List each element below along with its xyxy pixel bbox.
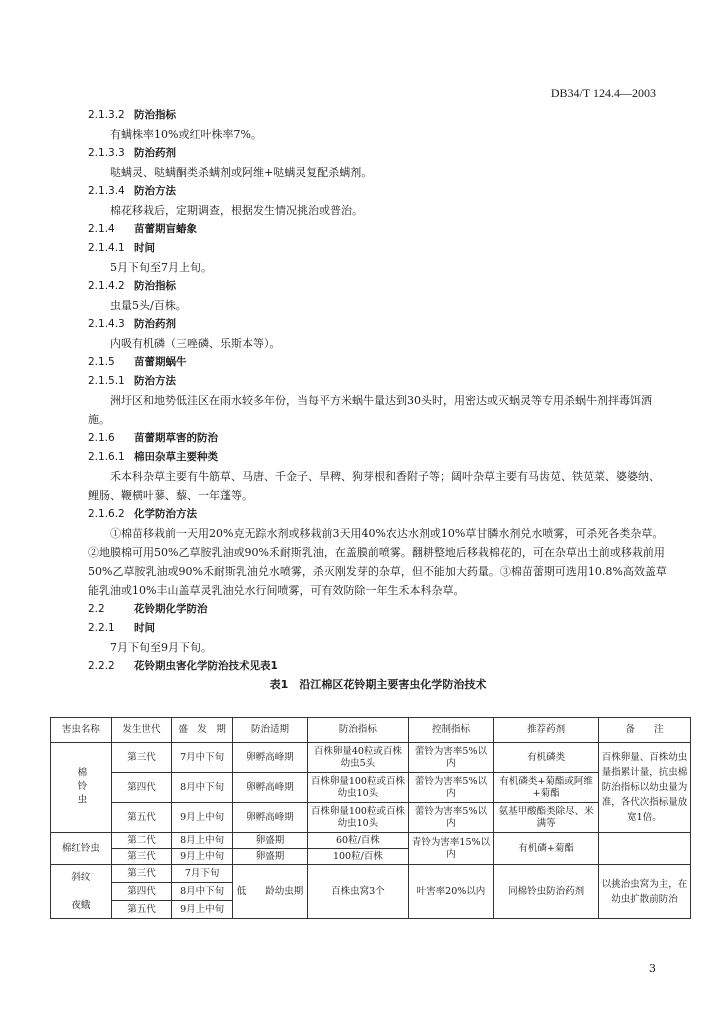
table-row (51, 833, 691, 849)
cell-control: 蕾铃为害率5%以内 (408, 803, 494, 833)
section-number: 2.1.3.3 (88, 147, 125, 159)
body-paragraph: 洲圩区和地势低洼区在雨水较多年份，当每平方米蜗牛量达到30头时，用密达或灭蜗灵等专用杀蜗牛剂拌毒饵洒施。 (88, 394, 652, 426)
cell-peak: 7月中下旬 (172, 743, 233, 773)
section-title: 防治方法 (134, 185, 176, 197)
cell-gen: 第四代 (111, 883, 172, 901)
body-text: 5月下旬至7月上旬。 (110, 261, 212, 274)
section-title: 花铃期化学防治 (134, 603, 208, 615)
section-number: 2.1.6.1 (88, 451, 125, 463)
section-title: 时间 (134, 242, 155, 254)
table-caption: 表1 沿江棉区花铃期主要害虫化学防治技术 (269, 678, 487, 691)
cell-agent: 有机磷类+菊酯或阿维+菊酯 (494, 773, 599, 803)
section-number: 2.1.4.1 (88, 242, 125, 254)
cell-period: 卵孵高峰期 (232, 803, 307, 833)
th-agent: 推荐药剂 (494, 718, 599, 743)
cell-period: 卵盛期 (232, 849, 307, 865)
th-control: 控制指标 (408, 718, 494, 743)
th-generation: 发生世代 (111, 718, 172, 743)
section-heading (88, 619, 668, 638)
cell-agent: 氨基甲酸酯类除尽、米满等 (494, 803, 599, 833)
cell-peak: 8月中下旬 (172, 773, 233, 803)
section-number: 2.2.1 (88, 622, 115, 634)
section-number: 2.2.2 (88, 660, 115, 672)
cell-control: 蕾铃为害率5%以内 (408, 743, 494, 773)
section-title: 苗蕾期蜗牛 (134, 356, 187, 368)
section-heading (88, 182, 668, 201)
th-note: 备 注 (598, 718, 690, 743)
cell-gen: 第三代 (111, 865, 172, 883)
body-text: 虫量5头/百株。 (110, 299, 187, 312)
section-number: 2.1.6 (88, 432, 115, 444)
section-heading (88, 372, 668, 391)
cell-note-armyworm: 以挑治虫窝为主，在幼虫扩散前防治 (598, 865, 690, 919)
section-title: 苗蕾期草害的防治 (134, 432, 218, 444)
cell-note-pinkworm (598, 833, 690, 865)
standard-code: DB34/T 124.4—2003 (550, 86, 656, 100)
cell-peak: 9月上中旬 (172, 849, 233, 865)
section-list (88, 106, 668, 676)
cell-gen: 第二代 (111, 833, 172, 849)
section-number: 2.1.5.1 (88, 375, 125, 387)
table-row (51, 743, 691, 773)
pest-name-armyworm (51, 865, 112, 919)
section-heading (88, 239, 668, 258)
section-heading (88, 429, 668, 448)
section-number: 2.1.4 (88, 223, 115, 235)
cell-index: 百株卵量40粒或百株幼虫5头 (308, 743, 408, 773)
section-title: 时间 (134, 622, 155, 634)
section-title: 苗蕾期盲蝽象 (134, 223, 197, 235)
cell-period: 卵孵高峰期 (232, 743, 307, 773)
section-heading (88, 448, 668, 467)
section-number: 2.1.3.2 (88, 109, 125, 121)
section-title: 花铃期虫害化学防治技术见表1 (134, 660, 278, 672)
cell-control-armyworm: 叶害率20%以内 (408, 865, 494, 919)
table-row (51, 803, 691, 833)
th-pest: 害虫名称 (51, 718, 112, 743)
section-title: 防治指标 (134, 280, 176, 292)
cell-index: 百株卵量100粒或百株幼虫10头 (308, 773, 408, 803)
table-row (51, 773, 691, 803)
cell-note-bollworm: 百株卵量、百株幼虫量指累计量，抗虫棉防治指标以幼虫量为准，各代次指标量放宽1倍。 (598, 743, 690, 833)
cell-agent-pinkworm: 有机磷+菊酯 (494, 833, 599, 865)
cell-index: 60粒/百株 (308, 833, 408, 849)
section-heading (88, 505, 668, 524)
cell-index: 100粒/百株 (308, 849, 408, 865)
cell-peak: 8月上中旬 (172, 833, 233, 849)
cell-peak: 9月上中旬 (172, 901, 233, 919)
document-body (88, 106, 668, 694)
cell-agent: 有机磷类 (494, 743, 599, 773)
cell-gen: 第五代 (111, 901, 172, 919)
pest-name-pinkworm: 棉红铃虫 (51, 833, 112, 865)
body-text: 内吸有机磷（三唑磷、乐斯本等）。 (110, 337, 281, 350)
table-header-row (51, 718, 691, 743)
section-heading (88, 106, 668, 125)
cell-peak: 8月中下旬 (172, 883, 233, 901)
body-text: 有螨株率10%或红叶株率7%。 (110, 128, 262, 141)
cell-agent-armyworm: 同棉铃虫防治药剂 (494, 865, 599, 919)
pest-name-armyworm-bottom: 夜蛾 (71, 899, 91, 911)
body-paragraph: 禾本科杂草主要有牛筋草、马唐、千金子、旱稗、狗芽根和香附子等；阔叶杂草主要有马齿苋、铁苋菜、婆婆纳、鲤肠、鞭横叶蓼、藜、一年蓬等。 (88, 470, 660, 502)
th-period: 防治适期 (232, 718, 307, 743)
section-number: 2.1.3.4 (88, 185, 125, 197)
page-number: 3 (649, 962, 656, 975)
body-text: 7月下旬至9月下旬。 (110, 641, 212, 654)
section-number: 2.1.4.2 (88, 280, 125, 292)
cell-period: 卵孵高峰期 (232, 773, 307, 803)
section-heading (88, 277, 668, 296)
cell-index-armyworm: 百株虫窝3个 (308, 865, 408, 919)
section-number: 2.1.5 (88, 356, 115, 368)
section-title: 棉田杂草主要种类 (134, 451, 218, 463)
th-peak: 盛 发 期 (172, 718, 233, 743)
section-title: 防治指标 (134, 109, 176, 121)
section-number: 2.1.6.2 (88, 508, 125, 520)
body-text: 棉花移栽后，定期调查，根据发生情况挑治或普治。 (110, 204, 363, 217)
pest-name-bollworm: 棉铃虫 (51, 743, 112, 833)
section-heading (88, 353, 668, 372)
section-heading (88, 220, 668, 239)
cell-gen: 第四代 (111, 773, 172, 803)
section-heading (88, 600, 668, 619)
cell-gen: 第五代 (111, 803, 172, 833)
section-heading (88, 144, 668, 163)
table-row (51, 865, 691, 883)
section-heading (88, 657, 668, 676)
pest-name-armyworm-top: 斜纹 (71, 871, 91, 883)
pest-control-table (50, 717, 691, 919)
cell-peak: 9月上中旬 (172, 803, 233, 833)
cell-period-armyworm: 低 龄幼虫期 (232, 865, 307, 919)
cell-gen: 第三代 (111, 743, 172, 773)
section-title: 化学防治方法 (134, 508, 197, 520)
body-text: 哒螨灵、哒螨酮类杀螨剂或阿维+哒螨灵复配杀螨剂。 (110, 166, 373, 179)
section-number: 2.2 (88, 603, 105, 615)
section-number: 2.1.4.3 (88, 318, 125, 330)
cell-period: 卵盛期 (232, 833, 307, 849)
section-title: 防治药剂 (134, 147, 176, 159)
section-title: 防治药剂 (134, 318, 176, 330)
th-index: 防治指标 (308, 718, 408, 743)
cell-peak: 7月下旬 (172, 865, 233, 883)
cell-gen: 第三代 (111, 849, 172, 865)
cell-index: 百株卵量100粒或百株幼虫10头 (308, 803, 408, 833)
section-heading (88, 315, 668, 334)
cell-control: 蕾铃为害率5%以内 (408, 773, 494, 803)
section-title: 防治方法 (134, 375, 176, 387)
body-paragraph: ①棉苗移栽前一天用20%克无踪水剂或移栽前3天用40%农达水剂或10%草甘膦水剂兑水喷雾，可杀死各类杂草。②地膜棉可用50%乙草胺乳油或90%禾耐斯乳油，在盖膜前喷雾。翻耕整地后移栽棉花的，可在杂草出土前或移栽前用50%乙草胺乳油或90%禾耐斯乳油兑水喷雾，杀灭刚发芽的杂草，但不能加大药量。③棉苗蕾期可选用10.8%高效盖草能乳油或10%丰山盖草灵乳油兑水行间喷雾，可有效防除一年生禾本科杂草。 (88, 527, 667, 597)
cell-control-pinkworm: 青铃为害率15%以内 (408, 833, 494, 865)
